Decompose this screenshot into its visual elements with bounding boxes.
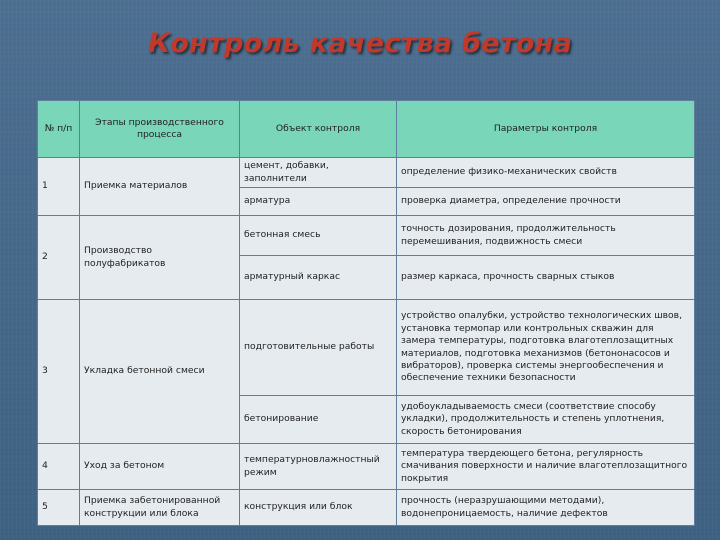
control-params: проверка диаметра, определение прочности [397,188,695,216]
header-object: Объект контроля [240,101,397,158]
slide-title: Контроль качества бетона [147,28,573,59]
quality-control-table [37,100,695,526]
row-number: 5 [38,490,80,526]
row-number: 3 [38,300,80,444]
control-object: бетонная смесь [240,216,397,256]
table-row [38,158,695,188]
control-object: подготовительные работы [240,300,397,396]
control-object: бетонирование [240,396,397,444]
header-stage: Этапы производственного процесса [80,101,240,158]
row-number: 1 [38,158,80,216]
control-object: цемент, добавки, заполнители [240,158,397,188]
control-params: устройство опалубки, устройство технологических швов, установка термопар или контрольных скважин для замера температуры, подготовка влаготеплозащитных материалов, подготовка механизмов (бетононасосов и вибраторов), проверка системы энергообеспечения и обеспечение техники безопасности [397,300,695,396]
row-stage: Уход за бетоном [80,444,240,490]
row-stage: Приемка материалов [80,158,240,216]
header-number: № п/п [38,101,80,158]
control-params: размер каркаса, прочность сварных стыков [397,256,695,300]
header-params: Параметры контроля [397,101,695,158]
row-stage: Укладка бетонной смеси [80,300,240,444]
control-object: конструкция или блок [240,490,397,526]
control-object: температурновлажностный режим [240,444,397,490]
table-row [38,300,695,396]
row-stage: Производство полуфабрикатов [80,216,240,300]
row-number: 2 [38,216,80,300]
control-params: удобоукладываемость смеси (соответствие способу укладки), продолжительность и степень уплотнения, скорость бетонирования [397,396,695,444]
row-number: 4 [38,444,80,490]
control-object: арматурный каркас [240,256,397,300]
control-object: арматура [240,188,397,216]
table-row [38,490,695,526]
table-header-row [38,101,695,158]
row-stage: Приемка забетонированной конструкции или блока [80,490,240,526]
table-row [38,444,695,490]
control-params: определение физико-механических свойств [397,158,695,188]
control-params: температура твердеющего бетона, регулярность смачивания поверхности и наличие влаготеплозащитного покрытия [397,444,695,490]
control-params: точность дозирования, продолжительность перемешивания, подвижность смеси [397,216,695,256]
table-row [38,216,695,256]
control-params: прочность (неразрушающими методами), водонепроницаемость, наличие дефектов [397,490,695,526]
